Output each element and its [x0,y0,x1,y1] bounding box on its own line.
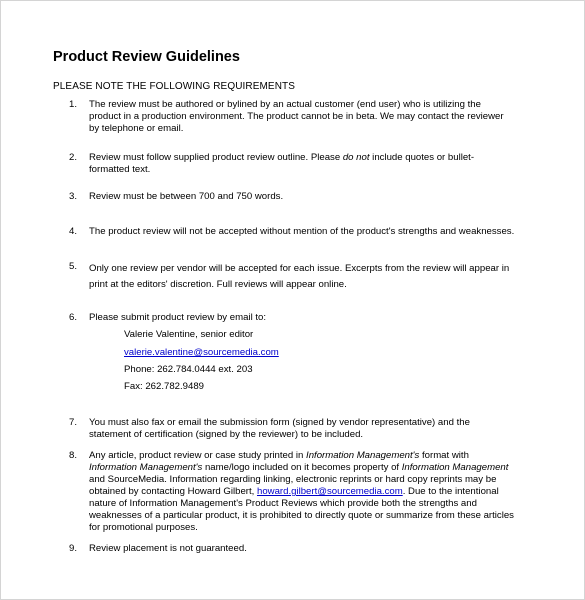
contact-name: Valerie Valentine, senior editor [124,329,254,340]
item-text-line: Review must be between 700 and 750 words. [89,191,284,202]
text-run: Review must follow supplied product review outline. Please [89,152,343,163]
emphasis-text: Information Management's [306,450,420,461]
item-text-line [89,486,533,498]
list-number: 4. [69,226,78,237]
item-text-line: by telephone or email. [89,123,184,134]
item-text-line: print at the editors' discretion. Full reviews will appear online. [89,279,347,290]
list-number: 3. [69,191,78,202]
text-run: . Due to the intentional [402,486,499,497]
emphasis-text: Information Management [401,462,509,473]
list-number: 5. [69,261,78,272]
item-text-line: statement of certification (signed by the reviewer) to be included. [89,429,364,440]
item-text-line: and SourceMedia. Information regarding linking, electronic reprints or hard copy reprints may be [89,474,497,485]
list-number: 1. [69,99,78,110]
page-title: Product Review Guidelines [53,49,240,65]
item-text-line [89,152,533,164]
text-run: format with [419,450,469,461]
list-number: 2. [69,152,78,163]
contact-fax: Fax: 262.782.9489 [124,381,205,392]
contact-phone: Phone: 262.784.0444 ext. 203 [124,364,253,375]
contact-email-link[interactable]: valerie.valentine@sourcemedia.com [124,347,279,358]
list-number: 8. [69,450,78,461]
item-text-line: You must also fax or email the submission form (signed by vendor representative) and the [89,417,470,428]
item-text-line: Only one review per vendor will be accepted for each issue. Excerpts from the review will appear in [89,263,510,274]
item-text-line: formatted text. [89,164,151,175]
item-text-line: nature of Information Management's Product Reviews which provide both the strengths and [89,498,477,509]
text-run: Any article, product review or case study printed in [89,450,307,461]
list-number: 6. [69,312,78,323]
email-link[interactable]: howard.gilbert@sourcemedia.com [256,486,403,497]
item-text-line: The review must be authored or bylined by an actual customer (end user) who is utilizing the [89,99,481,110]
item-text-line: Please submit product review by email to: [89,312,267,323]
text-run: obtained by contacting Howard Gilbert, [89,486,257,497]
item-text-line [89,462,533,474]
emphasis-text: do not [342,152,370,163]
list-number: 9. [69,543,78,554]
item-text-line: Review placement is not guaranteed. [89,543,247,554]
item-text-line [89,450,533,462]
item-text-line: weaknesses of a particular product, it is prohibited to directly quote or summarize from these articles [89,510,514,521]
item-text-line: The product review will not be accepted without mention of the product's strengths and weaknesses. [89,226,515,237]
requirements-heading: PLEASE NOTE THE FOLLOWING REQUIREMENTS [53,81,295,92]
item-text-line: for promotional purposes. [89,522,198,533]
item-text-line: product in a production environment. The product cannot be in beta. We may contact the reviewer [89,111,504,122]
emphasis-text: Information Management's [89,462,203,473]
text-run: include quotes or bullet- [369,152,475,163]
list-number: 7. [69,417,78,428]
text-run: name/logo included on it becomes property of [202,462,402,473]
